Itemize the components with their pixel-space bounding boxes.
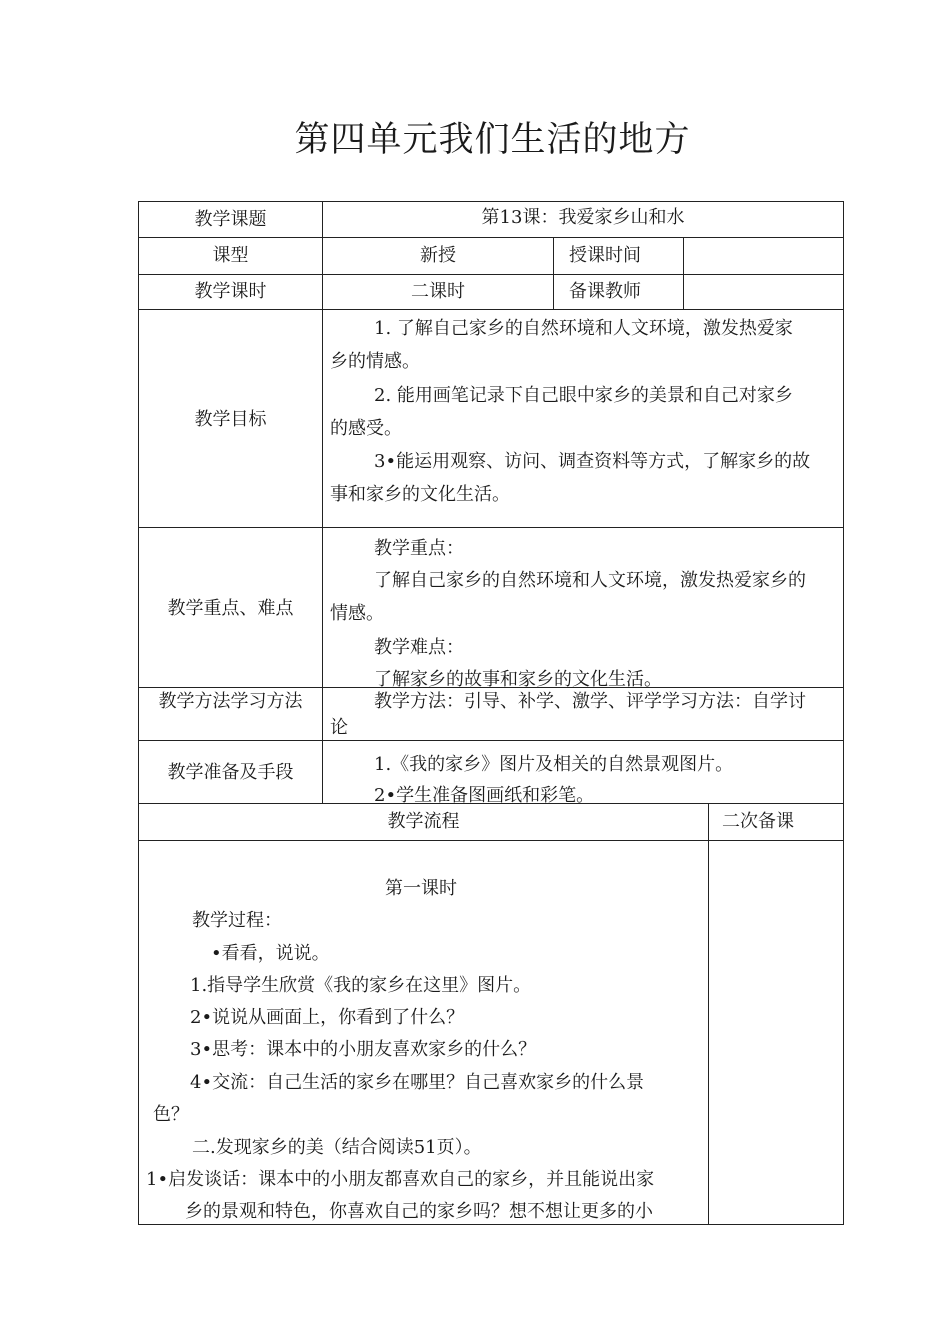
type-label: 课型	[212, 245, 249, 266]
time-label: 授课时间	[569, 245, 641, 266]
prep-label: 教学准备及手段	[167, 762, 294, 783]
focus-line: 了解家乡的故事和家乡的文化生活。	[374, 669, 662, 690]
prep-line: 1.《我的家乡》图片及相关的自然景观图片。	[374, 754, 734, 775]
goal-line: 3•能运用观察、访问、调查资料等方式，了解家乡的故	[374, 451, 811, 472]
flow-line: 4•交流：自己生活的家乡在哪里？自己喜欢家乡的什么景	[190, 1072, 645, 1093]
method-line: 教学方法：引导、补学、激学、评学学习方法：自学讨	[374, 691, 806, 712]
flow-line: 乡的景观和特色，你喜欢自己的家乡吗？想不想让更多的小	[185, 1201, 653, 1222]
flow-line: 3•思考：课本中的小朋友喜欢家乡的什么？	[190, 1039, 537, 1060]
prep-line: 2•学生准备图画纸和彩笔。	[374, 785, 595, 806]
topic-label: 教学课题	[194, 209, 267, 230]
teacher-label: 备课教师	[569, 281, 641, 302]
flow-line: 第一课时	[385, 878, 457, 899]
goal-line: 事和家乡的文化生活。	[330, 484, 510, 505]
focus-label: 教学重点、难点	[167, 598, 294, 619]
flow-line: 2•说说从画面上，你看到了什么？	[190, 1007, 465, 1028]
flow-line: 教学过程：	[192, 910, 282, 931]
flow-line: 色？	[153, 1104, 189, 1125]
goal-line: 2. 能用画笔记录下自己眼中家乡的美景和自己对家乡	[374, 385, 793, 406]
goal-line: 1. 了解自己家乡的自然环境和人文环境，激发热爱家	[374, 318, 793, 339]
focus-line: 教学重点：	[374, 538, 464, 559]
flow-line: •看看，说说。	[211, 943, 330, 964]
second-prep-label: 二次备课	[722, 811, 794, 832]
type-value: 新授	[420, 245, 456, 266]
method-label: 教学方法学习方法	[158, 691, 303, 712]
hours-label: 教学课时	[194, 281, 267, 302]
goal-line: 的感受。	[330, 418, 402, 439]
focus-line: 了解自己家乡的自然环境和人文环境，激发热爱家乡的	[374, 570, 806, 591]
goals-label: 教学目标	[194, 409, 267, 430]
lesson-plan-table	[138, 201, 844, 1225]
method-line: 论	[330, 717, 348, 738]
hours-value: 二课时	[411, 281, 465, 302]
flow-line: 二.发现家乡的美（结合阅读51页）。	[192, 1137, 482, 1158]
focus-line: 情感。	[330, 603, 384, 624]
page-title: 第四单元我们生活的地方	[294, 120, 691, 160]
flow-label: 教学流程	[387, 811, 460, 832]
focus-line: 教学难点：	[374, 637, 464, 658]
flow-line: 1.指导学生欣赏《我的家乡在这里》图片。	[190, 975, 532, 996]
goal-line: 乡的情感。	[330, 351, 420, 372]
topic-value: 第13课：我爱家乡山和水	[481, 207, 685, 228]
flow-line: 1•启发谈话：课本中的小朋友都喜欢自己的家乡，并且能说出家	[146, 1169, 655, 1190]
